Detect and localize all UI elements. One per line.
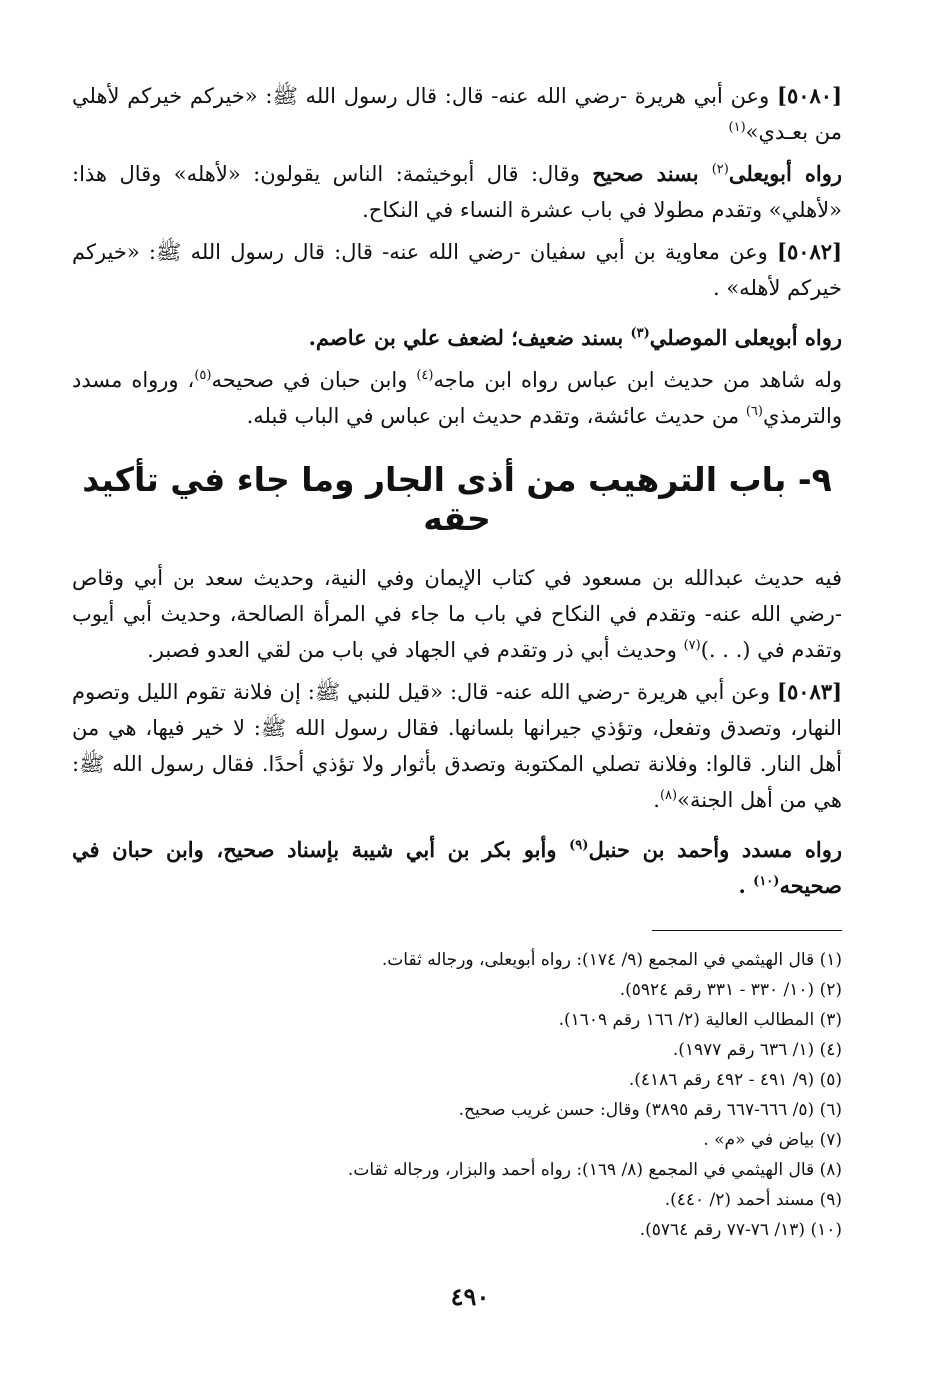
- footnote-ref: (١٠): [753, 874, 780, 889]
- hadith-number: [٥٠٨٢]: [777, 239, 842, 264]
- footnote: (٤) (١/ ٦٣٦ رقم ١٩٧٧).: [672, 1040, 842, 1060]
- footnote-ref: (٦): [745, 404, 763, 419]
- footnote: (٨) قال الهيثمي في المجمع (٨/ ١٦٩): رواه أحمد والبزار، ورجاله ثقات.: [347, 1160, 842, 1180]
- narration-note: [72, 832, 842, 904]
- hadith-text: وعن أبي هريرة -رضي الله عنه- قال: قال رسول الله ﷺ: «خيركم خيركم لأهلي من بعـدي»: [72, 84, 842, 144]
- footnote-ref: (٨): [659, 788, 678, 803]
- narrator: رواه أبويعلى الموصلي: [649, 325, 842, 350]
- hadith-5082: [72, 234, 842, 306]
- footnote: (٦) (٥/ ٦٦٦-٦٦٧ رقم ٣٨٩٥) وقال: حسن غريب صحيح.: [458, 1100, 842, 1120]
- note-text: وقال: قال أبوخيثمة: الناس يقولون: «لأهله» وقال هذا: «لأهلي» وتقدم مطولا في باب عشرة النساء في النكاح.: [72, 162, 842, 222]
- grading: بسند ضعيف؛ لضعف علي بن عاصم.: [308, 325, 631, 350]
- chapter-intro: [72, 560, 842, 668]
- hadith-text: وعن أبي هريرة -رضي الله عنه- قال: «قيل للنبي ﷺ: إن فلانة تقوم الليل وتصوم النهار، وتصدق وتفعل، وتؤذي جيرانها بلسانها. فقال رسول الله ﷺ: لا خير فيها، هي من أهل النار. قالوا: وفلانة تصلي المكتوبة وتصدق بأثوار ولا تؤذي أحدًا. فقال رسول الله ﷺ: هي من أهل الجنة»: [72, 680, 842, 812]
- footnote-ref: (٥): [194, 368, 212, 383]
- intro-text: وحديث أبي ذر وتقدم في الجهاد في باب من لقي العدو فصبر.: [147, 638, 684, 662]
- footnote-ref: (٢): [711, 162, 729, 177]
- narrator: رواه أبويعلى: [728, 161, 843, 186]
- grading-end: .: [738, 873, 754, 898]
- intro-text: فيه حديث عبدالله بن مسعود في كتاب الإيمان وفي النية، وحديث سعد بن أبي وقاص -رضي الله عنه- وتقدم في النكاح في باب ما جاء في المرأة الصالحة، وحديث أبي أيوب وتقدم في (. . .): [72, 566, 842, 662]
- hadith-number: [٥٠٨٣]: [777, 679, 842, 704]
- footnote-ref: (٩): [569, 838, 589, 853]
- footnote: (٣) المطالب العالية (٢/ ١٦٦ رقم ١٦٠٩).: [558, 1010, 842, 1030]
- page-number: ٤٩٠: [450, 1282, 490, 1311]
- witness-text: وله شاهد من حديث ابن عباس رواه ابن ماجه: [433, 368, 843, 392]
- footnote: (٥) (٩/ ٤٩١ - ٤٩٢ رقم ٤١٨٦).: [628, 1070, 842, 1090]
- witness-text: من حديث عائشة، وتقدم حديث ابن عباس في الباب قبله.: [246, 404, 746, 428]
- footnote-ref: (١): [728, 120, 746, 135]
- footnote-ref: (٤): [416, 368, 434, 383]
- footnote: (٢) (١٠/ ٣٣٠ - ٣٣١ رقم ٥٩٢٤).: [619, 980, 842, 1000]
- grading: وأبو بكر بن أبي شيبة بإسناد صحيح، وابن حبان في صحيحه: [72, 837, 842, 898]
- narrator: رواه مسدد وأحمد بن حنبل: [588, 837, 842, 862]
- hadith-5083: [72, 674, 842, 818]
- hadith-end: .: [653, 788, 660, 812]
- grading: بسند صحيح: [592, 161, 712, 186]
- hadith-number: [٥٠٨٠]: [777, 83, 842, 108]
- narration-note: [72, 320, 842, 356]
- witness-text: وابن حبان في صحيحه: [211, 368, 417, 392]
- footnote: (١) قال الهيثمي في المجمع (٩/ ١٧٤): رواه أبويعلى، ورجاله ثقات.: [381, 950, 842, 970]
- footnote: (١٠) (١٣/ ٧٦-٧٧ رقم ٥٧٦٤).: [639, 1220, 842, 1240]
- hadith-5080: [72, 78, 842, 150]
- footnote-divider: [652, 930, 842, 931]
- footnote-ref: (٣): [630, 326, 650, 341]
- footnotes: [72, 945, 842, 1245]
- footnote: (٧) بياض في «م» .: [703, 1130, 842, 1150]
- chapter-heading: ٩- باب الترهيب من أذى الجار وما جاء في تأكيد حقه: [82, 460, 832, 538]
- witness-text: ، ورواه مسدد والترمذي: [72, 368, 842, 428]
- narration-note: [72, 156, 842, 228]
- witness-note: [72, 362, 842, 434]
- footnote: (٩) مسند أحمد (٢/ ٤٤٠).: [664, 1190, 842, 1210]
- footnote-ref: (٧): [683, 638, 701, 653]
- page-body: [72, 78, 842, 1245]
- hadith-text: وعن معاوية بن أبي سفيان -رضي الله عنه- قال: قال رسول الله ﷺ: «خيركم خيركم لأهله» .: [72, 240, 842, 300]
